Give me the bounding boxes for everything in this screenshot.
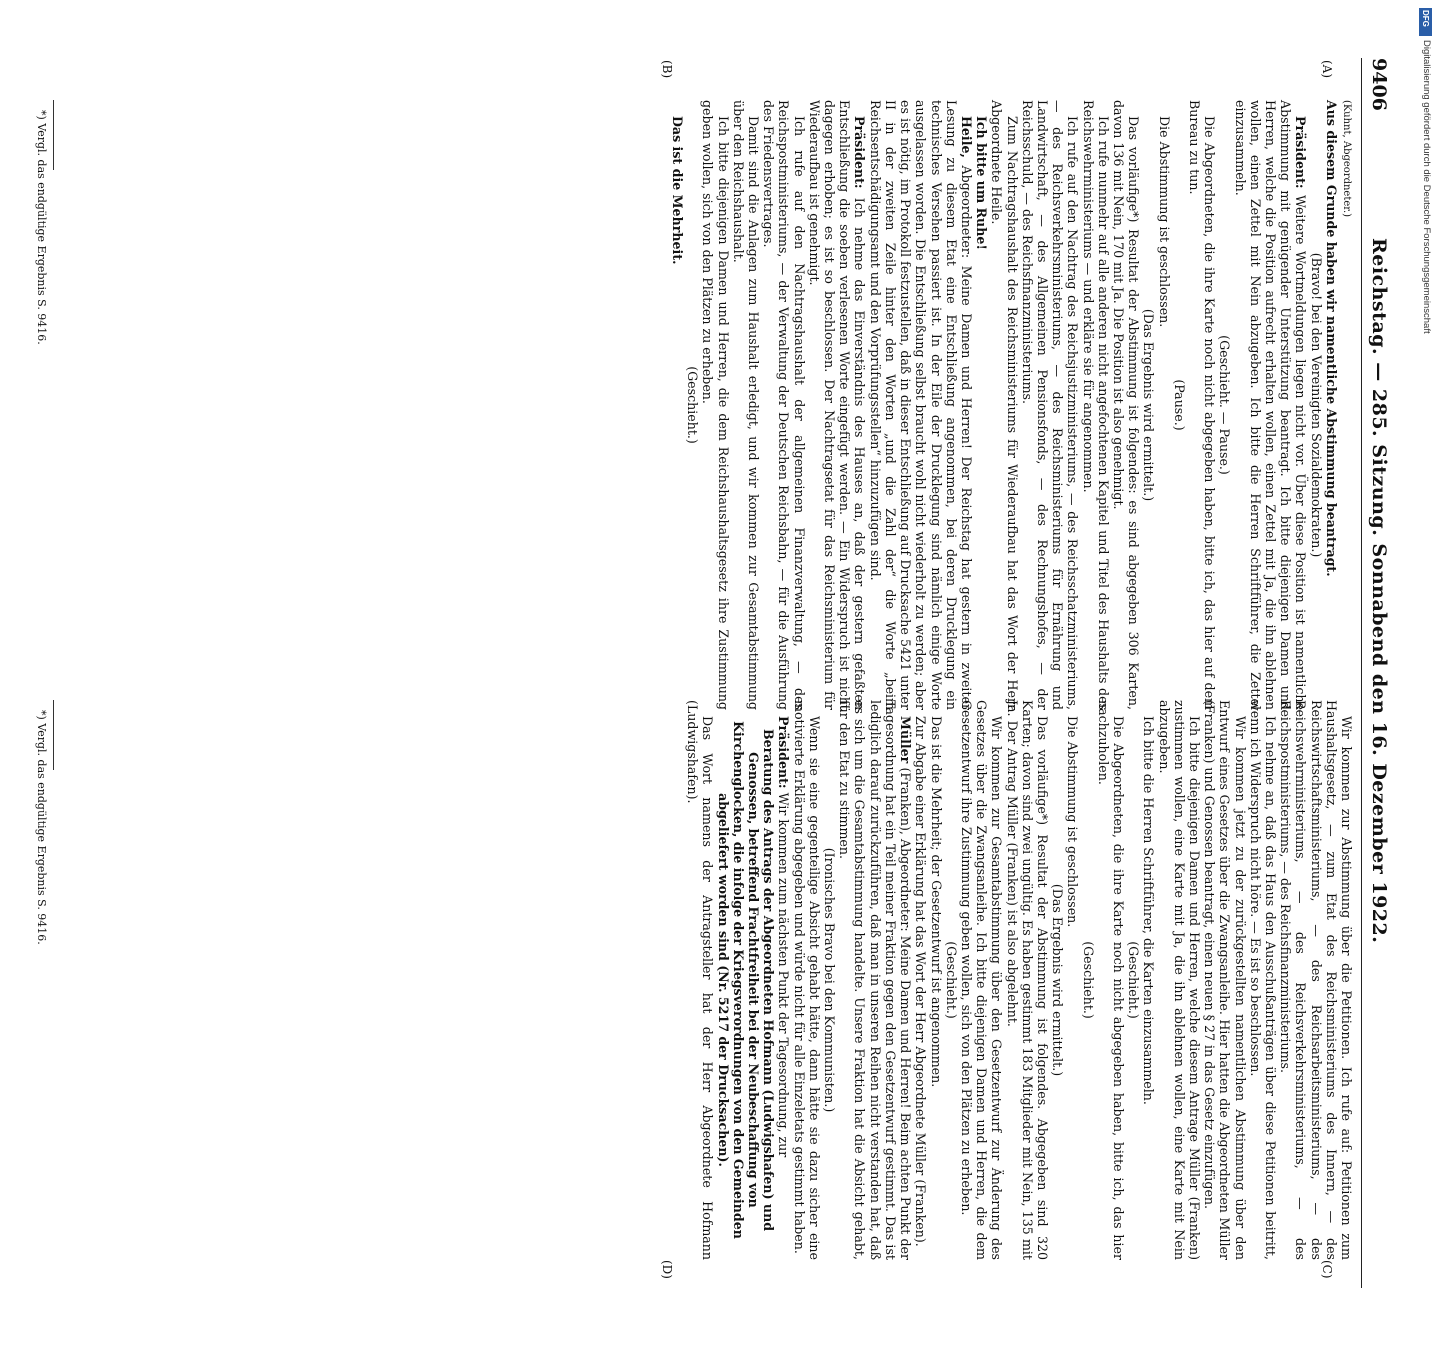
speech-text: Abgeordneter: Meine Damen und Herren! Der Reichstag hat gestern in zweiter Lesung zu diesem Etat eine Entschließung angenommen, bei deren Drucklegung ein technisches Versehen passiert ist. In der Eile der Drucklegung sind nämlich einige Worte ausgelassen worden. Die Entschließung selbst braucht wohl nicht wiederholt zu werden; aber es ist nötig, im Protokoll festzustellen, daß in dieser Entschließung auf Drucksache 5421 unter II in der zweiten Zeile hinter den Worten „und die Zahl der“ die Worte „beim Reichsentschädigungsamt und den Vorprüfungsstellen“ hinzuzufügen sind. <box>867 100 974 710</box>
paragraph: Zur Abgabe einer Erklärung hat das Wort der Herr Abgeordnete Müller (Franken). <box>913 716 929 1247</box>
margin-letter-d: (D) <box>660 1260 674 1279</box>
stage-direction: (Bravo! bei den Vereinigten Sozialdemokraten.) <box>1308 252 1324 558</box>
stage-direction: (Pause.) <box>1171 379 1187 431</box>
stage-direction: (Das Ergebnis wird ermittelt.) <box>1050 883 1066 1077</box>
margin-letter-a: (A) <box>1320 60 1334 79</box>
page-number: 9406 <box>1368 58 1390 111</box>
paragraph: Ich bitte die Herren Schriftführer, die Karten einzusammeln. <box>1141 716 1157 1105</box>
speech-text: Weitere Wortmeldungen liegen nicht vor. Über diese Position ist namentliche Abstimmung mit genügender Unterstützung beantragt. Ich bitte diejenigen Damen und Herren, welche die Position aufrecht erhalten wollen, einen Zettel mit Ja, die ihn ablehnen wollen, einen Zettel mit Nein abzugeben. Ich bitte die Herren Schriftführer, die Zettel einzusammeln. <box>1232 100 1309 710</box>
footnote-rule-left <box>53 100 54 170</box>
paragraph: Ich nehme an, daß das Haus den Ausschußanträgen über diese Petitionen beitritt, wenn ich Widerspruch nicht höre. — Es ist so beschlossen. <box>1247 700 1278 1260</box>
paragraph: Wir kommen zur Abstimmung über die Petitionen. Ich rufe auf: Petitionen zum Haushaltsgesetz, — zum Etat des Reichsministeriums des Innern, — des Reichswirtschaftsministeriums, — des Reichsarbeitsministeriums, — des Reichswehrministeriums, — des Reichsverkehrsministeriums, — des Reichspostministeriums, — des Reichsfinanzministeriums. <box>1278 700 1354 1260</box>
running-head: Reichstag. — 285. Sitzung. Sonnabend den 16. Dezember 1922. <box>1368 238 1390 944</box>
stage-direction: (Geschieht. — Pause.) <box>1217 335 1233 475</box>
paragraph: Ich bitte um Ruhe! <box>974 116 990 250</box>
margin-letter-c: (C) <box>1320 1260 1334 1279</box>
paragraph: Aus diesem Grunde haben wir namentliche Abstimmung beantragt. <box>1323 100 1339 577</box>
paragraph: Damit sind die Anlagen zum Haushalt erledigt, und wir kommen zur Gesamtabstimmung über den Reichshaushalt. <box>730 100 762 710</box>
paragraph: Wir kommen zur Gesamtabstimmung über den Gesetzentwurf zur Änderung des Gesetzes über die Zwangsanleihe. Ich bitte diejenigen Damen und Herren, die dem Gesetzentwurf ihre Zustimmung geben wollen, sich von den Plätzen zu erheben. <box>958 700 1005 1260</box>
right-column <box>254 700 1354 1260</box>
dfg-logo <box>1419 8 1432 36</box>
speech-text: (Franken), Abgeordneter: Meine Damen und Herren! Beim achten Punkt der Tagesordnung hat ein Teil meiner Fraktion gegen den Gesetzentwurf gestimmt. Das ist lediglich darauf zurückzuführen, daß man in unseren Reihen nicht verstanden hat, daß es sich um die Gesamtabstimmung handelte. Unsere Fraktion hat die Absicht gehabt, für den Etat zu stimmen. <box>837 700 914 1260</box>
speech-text: Ich nehme das Einverständnis des Hauses an, daß der gestern gefaßten Entschließung die soeben verlesenen Worte eingefügt werden. — Ein Widerspruch ist nicht dagegen erhoben; es ist so beschlossen. Der Nachtragsetat für das Reichsministerium für Wiederaufbau ist genehmigt. <box>806 100 868 710</box>
stage-direction: (Ironisches Bravo bei den Kommunisten.) <box>822 847 838 1113</box>
speech-paragraph <box>776 700 791 1260</box>
paragraph: Das vorläufige*) Resultat der Abstimmung ist folgendes: es sind abgegeben 306 Karten, davon 136 mit Nein, 170 mit Ja. Die Position ist also genehmigt. <box>1110 100 1142 710</box>
footnote-rule-right <box>53 700 54 770</box>
footnote-right: *) Vergl. das endgültige Ergebnis S. 9416. <box>35 710 48 945</box>
speech-paragraph <box>807 100 868 710</box>
speaker-continuation: (Kuhnt, Abgeordneter.) <box>1341 100 1352 218</box>
paragraph: Das ist die Mehrheit. <box>670 116 686 265</box>
margin-letter-b: (B) <box>660 60 674 79</box>
stage-direction: (Geschieht.) <box>1126 941 1142 1019</box>
stage-direction: (Geschieht.) <box>685 366 701 444</box>
speaker-name: Präsident: <box>776 716 792 789</box>
stage-direction: (Geschieht.) <box>943 941 959 1019</box>
digitization-credit <box>1420 40 1434 620</box>
paragraph: Die Abstimmung ist geschlossen. <box>1156 116 1172 328</box>
paragraph: Ich bitte diejenigen Damen und Herren, die dem Reichshaushaltsgesetz ihre Zustimmung geben wollen, sich von den Plätzen zu erheben. <box>700 100 731 710</box>
speaker-name: Präsident: <box>1293 116 1309 189</box>
footnote-left: *) Vergl. das endgültige Ergebnis S. 9416. <box>35 110 48 345</box>
paragraph: Das ist die Mehrheit; der Gesetzentwurf ist angenommen. <box>928 716 944 1088</box>
paragraph: Ich rufe nunmehr auf alle anderen nicht angefochtenen Kapitel und Titel des Haushalts des Reichswehrministeriums — und erkläre sie für angenommen. <box>1080 100 1111 710</box>
stage-direction: (Das Ergebnis wird ermittelt.) <box>1141 308 1157 502</box>
stage-direction: (Geschieht.) <box>1080 941 1096 1019</box>
agenda-item: Beratung des Antrags der Abgeordneten Hofmann (Ludwigshafen) und Genossen, betreffend Frachtfreiheit bei der Neubeschaffung von Kirchenglocken, die infolge der Kriegsverordnungen von den Gemeinden abgeliefert worden sind (Nr. 5217 der Drucksachen). <box>715 721 777 1239</box>
paragraph: Die Abstimmung ist geschlossen. <box>1065 716 1081 928</box>
paragraph: Zum Nachtragshaushalt des Reichsministeriums für Wiederaufbau hat das Wort der Herr Abgeordnete Heile. <box>989 100 1020 710</box>
paragraph: Die Abgeordneten, die ihre Karte noch nicht abgegeben haben, bitte ich, das hier auf dem Bureau zu tun. <box>1186 100 1218 710</box>
speaker-name: Heile, <box>958 116 974 158</box>
speech-paragraph <box>868 100 974 710</box>
paragraph: Wir kommen jetzt zu der zurückgestellten namentlichen Abstimmung über den Entwurf eines Gesetzes über die Zwangsanleihe. Hier hatten die Abgeordneten Müller (Franken) und Genossen beantragt, einen neuen § 27 in das Gesetz einzufügen. <box>1202 700 1248 1260</box>
dfg-logo-text: DFG <box>1421 10 1430 27</box>
paragraph: Wenn sie eine gegenteilige Absicht gehabt hätte, dann hätte sie dazu sicher eine motivierte Erklärung abgegeben und würde nicht für alle Einzeletats gestimmt haben. <box>791 700 822 1260</box>
page-header <box>1364 58 1390 1358</box>
paragraph: Ich rufe auf den Nachtragshaushalt der allgemeinen Finanzverwaltung, — des Reichspostministeriums, — der Verwaltung der Deutschen Reichsbahn, — für die Ausführung des Friedensvertrages. <box>761 100 807 710</box>
speech-paragraph <box>837 700 913 1260</box>
paragraph: Das vorläufige*) Resultat der Abstimmung ist folgendes. Abgegeben sind 320 Karten; davon sind zwei ungültig. Es haben gestimmt 183 Mitglieder mit Nein, 135 mit Ja. Der Antrag Müller (Franken) ist also abgelehnt. <box>1004 700 1050 1260</box>
paragraph: Das Wort namens der Antragsteller hat der Herr Abgeordnete Hofmann (Ludwigshafen). <box>685 700 716 1260</box>
speaker-name: Müller <box>898 716 914 764</box>
paragraph: Ich bitte diejenigen Damen und Herren, welche diesem Antrage Müller (Franken) zustimmen wollen, eine Karte mit Ja, die ihn ablehnen wollen, eine Karte mit Nein abzugeben. <box>1156 700 1202 1260</box>
paragraph: Ich rufe auf den Nachtrag des Reichsjustizministeriums, — des Reichsschatzministeriums, — des Reichsverkehrsministeriums, — des Reichsministeriums für Ernährung und Landwirtschaft, — des Allgemeinen Pensionsfonds, — des Rechnungshofes, — der Reichsschuld, — des Reichsfinanzministeriums. <box>1019 100 1081 710</box>
header-rule <box>1361 58 1362 1288</box>
paragraph: Die Abgeordneten, die ihre Karte noch nicht abgegeben haben, bitte ich, das hier nachzuholen. <box>1095 700 1126 1260</box>
digitization-credit-text: Digitalisierung gefördert durch die Deutsche Forschungsgemeinschaft <box>1421 40 1432 334</box>
speaker-name: Präsident: <box>852 116 868 189</box>
speech-text: Wir kommen zum nächsten Punkt der Tagesordnung, zur <box>776 792 792 1158</box>
speech-paragraph <box>1232 100 1308 710</box>
left-column <box>254 100 1354 710</box>
